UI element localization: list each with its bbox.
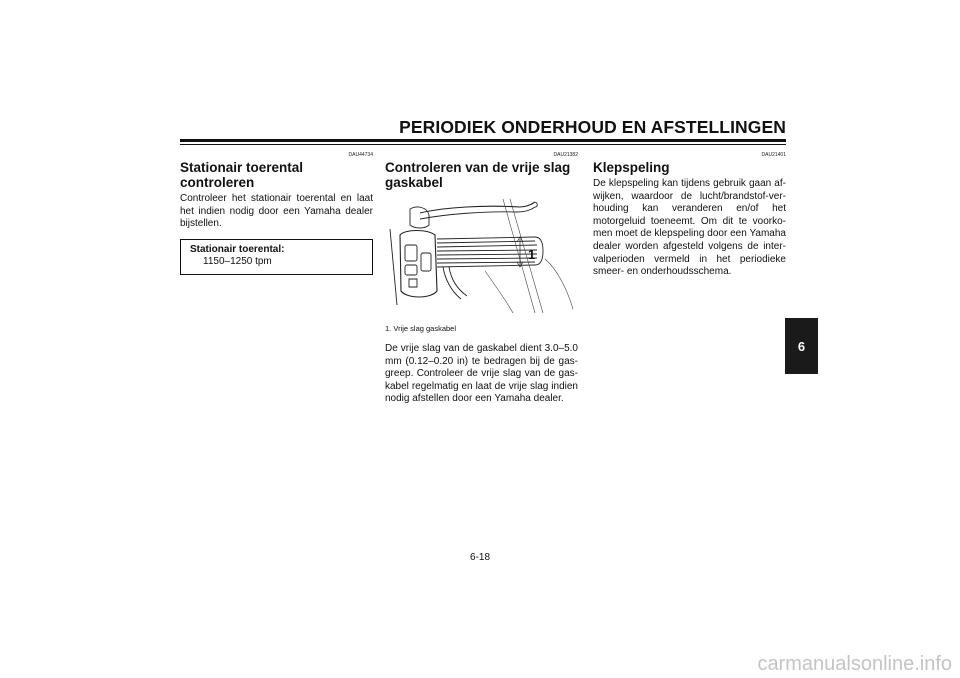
throttle-grip-illustration — [385, 199, 578, 313]
figure-caption: 1. Vrije slag gaskabel — [385, 324, 457, 333]
page-number: 6-18 — [469, 552, 490, 563]
chapter-tab: 6 — [785, 318, 818, 374]
section-title-valve-clearance: Klepspeling — [593, 160, 670, 175]
spec-box — [180, 239, 373, 275]
section-code: DAU21401 — [761, 152, 786, 158]
section-code: DAU21382 — [553, 152, 578, 158]
section-code: DAU44734 — [348, 152, 373, 158]
spec-label: Stationair toerental: — [190, 243, 285, 255]
section-body-valve-clearance: De klepspeling kan tijdens gebruik gaan afwijken, waardoor de lucht/brandstof-verhouding kan veranderen en/of het motorgeluid toeneemt. Om dit te voorkomen moet de klepspeling door een Yamaha dealer worden afgesteld volgens de intervalperioden vermeld in het periodieke smeer- en onderhoudsschema. — [593, 178, 786, 278]
column-idle-speed — [180, 152, 373, 275]
section-body-idle-speed: Controleer het stationair toerental en laat het indien nodig door een Yamaha dealer bijstellen. — [180, 193, 373, 230]
section-title-throttle: Controleren van de vrije slag gaskabel — [385, 160, 571, 190]
figure-callout-1: 1 — [528, 247, 536, 262]
page-header-title: PERIODIEK ONDERHOUD EN AFSTELLINGEN — [399, 117, 786, 137]
section-body-throttle: De vrije slag van de gaskabel dient 3.0–5.0 mm (0.12–0.20 in) te bedragen bij de gasgreep. Controleer de vrije slag van de gaskabel regelmatig en laat de vrije slag indien nodig afstellen door een Yamaha dealer. — [385, 343, 578, 405]
watermark: carmanualsonline.info — [757, 653, 952, 675]
spec-value: 1150–1250 tpm — [203, 255, 272, 267]
header-rule-thin — [180, 144, 786, 145]
section-title-idle-speed: Stationair toerental controleren — [180, 160, 304, 190]
header-rule-thick — [180, 139, 786, 142]
column-throttle-free-play — [385, 152, 578, 406]
column-valve-clearance — [593, 152, 786, 279]
